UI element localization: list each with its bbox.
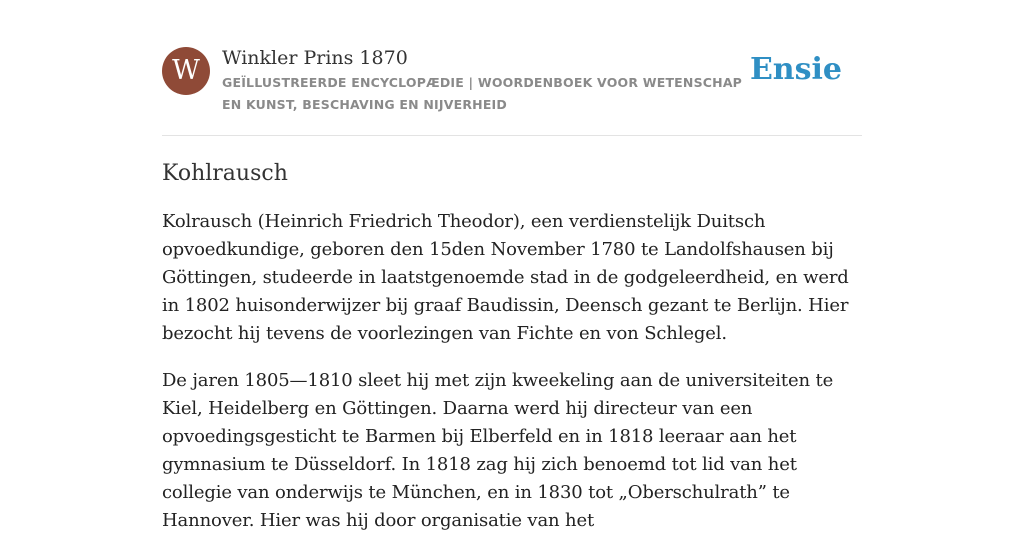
header-divider: [162, 135, 862, 136]
book-header: [162, 46, 862, 116]
book-avatar[interactable]: W: [162, 47, 210, 95]
article: [162, 158, 862, 554]
ensie-logo[interactable]: Ensie: [749, 52, 842, 87]
article-paragraph: De jaren 1805—1810 sleet hij met zijn kweekeling aan de universiteiten te Kiel, Heidelberg en Göttingen. Daarna werd hij directeur van een opvoedingsgesticht te Barmen bij Elberfeld en in 1818 leeraar aan het gymnasium te Düsseldorf. In 1818 zag hij zich benoemd tot lid van het collegie van onderwijs te München, en in 1830 tot „Oberschulrath” te Hannover. Hier was hij door organisatie van het: [162, 370, 834, 531]
book-title-link[interactable]: Winkler Prins 1870: [222, 47, 408, 69]
article-paragraph: Kolrausch (Heinrich Friedrich Theodor), een verdienstelijk Duitsch opvoedkundige, geboren den 15den November 1780 te Landolfshausen bij Göttingen, studeerde in laatstgenoemde stad in de godgeleerdheid, en werd in 1802 huisonderwijzer bij graaf Baudissin, Deensch gezant te Berlijn. Hier bezocht hij tevens de voorlezingen van Fichte en von Schlegel.: [162, 211, 849, 344]
entry-title: Kohlrausch: [162, 161, 288, 186]
book-subtitle: GEÏLLUSTREERDE ENCYCLOPÆDIE | WOORDENBOEK VOOR WETENSCHAP EN KUNST, BESCHAVING EN NIJVERHEID: [222, 75, 743, 112]
